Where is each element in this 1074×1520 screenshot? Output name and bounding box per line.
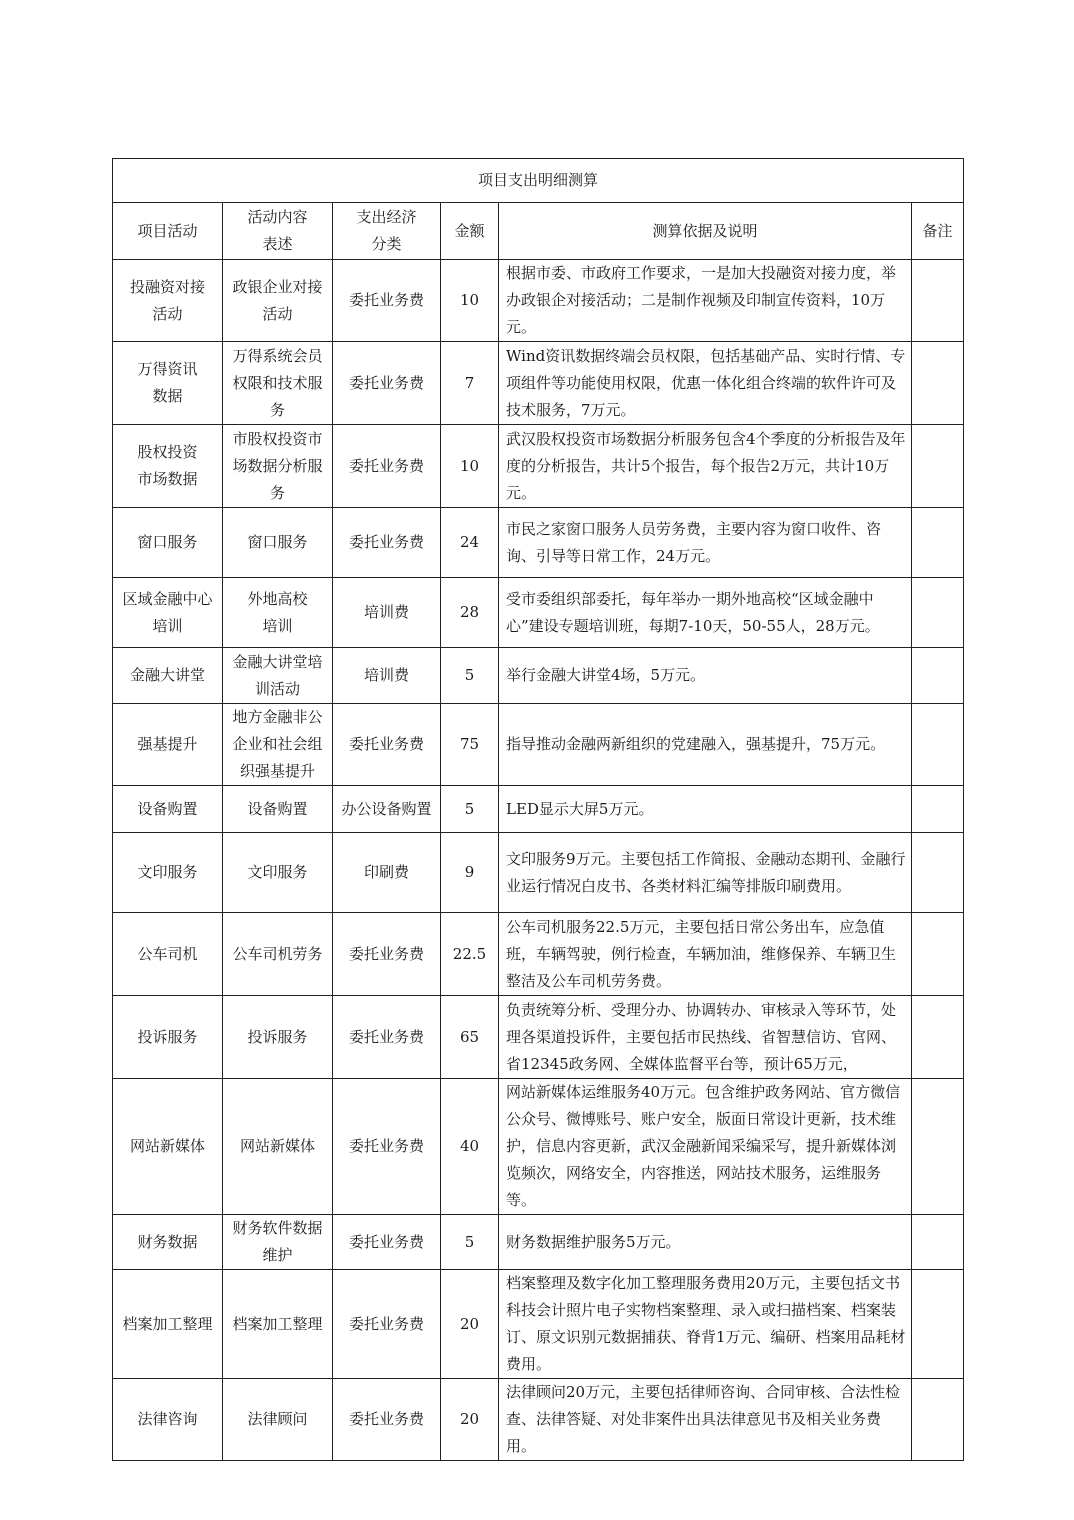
cell-note (912, 1215, 964, 1270)
cell-category: 委托业务费 (333, 425, 441, 508)
header-category: 支出经济 分类 (333, 203, 441, 260)
cell-activity: 设备购置 (113, 786, 223, 833)
cell-activity: 财务数据 (113, 1215, 223, 1270)
table-row (113, 425, 964, 508)
expense-detail-table (112, 158, 964, 1461)
cell-activity: 文印服务 (113, 833, 223, 913)
cell-note (912, 1379, 964, 1461)
cell-content: 政银企业对接 活动 (223, 260, 333, 342)
cell-basis: 财务数据维护服务5万元。 (499, 1215, 912, 1270)
table-row (113, 704, 964, 786)
table-header-row (113, 203, 964, 260)
cell-basis: 武汉股权投资市场数据分析服务包含4个季度的分析报告及年度的分析报告，共计5个报告，每个报告2万元，共计10万元。 (499, 425, 912, 508)
cell-basis: 受市委组织部委托，每年举办一期外地高校“区域金融中心”建设专题培训班，每期7-10天，50-55人，28万元。 (499, 578, 912, 648)
cell-activity: 网站新媒体 (113, 1079, 223, 1215)
cell-basis: 文印服务9万元。主要包括工作简报、金融动态期刊、金融行业运行情况白皮书、各类材料汇编等排版印刷费用。 (499, 833, 912, 913)
cell-amount: 10 (441, 260, 499, 342)
header-amount: 金额 (441, 203, 499, 260)
cell-note (912, 578, 964, 648)
cell-activity: 强基提升 (113, 704, 223, 786)
table-row (113, 913, 964, 996)
cell-note (912, 833, 964, 913)
cell-category: 办公设备购置 (333, 786, 441, 833)
cell-content: 法律顾问 (223, 1379, 333, 1461)
cell-content: 投诉服务 (223, 996, 333, 1079)
cell-content: 文印服务 (223, 833, 333, 913)
header-basis: 测算依据及说明 (499, 203, 912, 260)
table-row (113, 648, 964, 704)
cell-content: 档案加工整理 (223, 1270, 333, 1379)
cell-content: 万得系统会员 权限和技术服 务 (223, 342, 333, 425)
cell-basis: 档案整理及数字化加工整理服务费用20万元，主要包括文书科技会计照片电子实物档案整理、录入或扫描档案、档案装订、原文识别元数据捕获、脊背1万元、编研、档案用品耗材费用。 (499, 1270, 912, 1379)
table-row (113, 1215, 964, 1270)
cell-content: 网站新媒体 (223, 1079, 333, 1215)
cell-category: 委托业务费 (333, 508, 441, 578)
cell-basis: 举行金融大讲堂4场，5万元。 (499, 648, 912, 704)
table-row (113, 1270, 964, 1379)
table-row (113, 260, 964, 342)
cell-activity: 投融资对接 活动 (113, 260, 223, 342)
cell-activity: 股权投资 市场数据 (113, 425, 223, 508)
cell-category: 委托业务费 (333, 1270, 441, 1379)
cell-note (912, 508, 964, 578)
cell-content: 公车司机劳务 (223, 913, 333, 996)
cell-content: 设备购置 (223, 786, 333, 833)
cell-note (912, 786, 964, 833)
table-row (113, 342, 964, 425)
cell-category: 培训费 (333, 648, 441, 704)
cell-activity: 万得资讯 数据 (113, 342, 223, 425)
cell-amount: 24 (441, 508, 499, 578)
cell-category: 印刷费 (333, 833, 441, 913)
cell-amount: 9 (441, 833, 499, 913)
cell-category: 委托业务费 (333, 1215, 441, 1270)
cell-basis: 根据市委、市政府工作要求，一是加大投融资对接力度，举办政银企对接活动；二是制作视频及印制宣传资料，10万元。 (499, 260, 912, 342)
cell-activity: 投诉服务 (113, 996, 223, 1079)
cell-basis: 法律顾问20万元，主要包括律师咨询、合同审核、合法性检查、法律答疑、对处非案件出具法律意见书及相关业务费用。 (499, 1379, 912, 1461)
table-row (113, 508, 964, 578)
table-title: 项目支出明细测算 (113, 159, 964, 203)
cell-note (912, 704, 964, 786)
header-content: 活动内容 表述 (223, 203, 333, 260)
cell-amount: 75 (441, 704, 499, 786)
table-row (113, 1379, 964, 1461)
cell-category: 委托业务费 (333, 260, 441, 342)
cell-basis: 指导推动金融两新组织的党建融入，强基提升，75万元。 (499, 704, 912, 786)
cell-amount: 10 (441, 425, 499, 508)
table-title-row (113, 159, 964, 203)
table-row (113, 996, 964, 1079)
cell-amount: 40 (441, 1079, 499, 1215)
cell-amount: 22.5 (441, 913, 499, 996)
cell-content: 外地高校 培训 (223, 578, 333, 648)
cell-basis: 公车司机服务22.5万元，主要包括日常公务出车，应急值班，车辆驾驶，例行检查，车辆加油，维修保养、车辆卫生整洁及公车司机劳务费。 (499, 913, 912, 996)
cell-amount: 5 (441, 786, 499, 833)
table-row (113, 1079, 964, 1215)
cell-category: 委托业务费 (333, 342, 441, 425)
cell-note (912, 1079, 964, 1215)
cell-category: 委托业务费 (333, 1379, 441, 1461)
cell-activity: 区域金融中心 培训 (113, 578, 223, 648)
cell-basis: LED显示大屏5万元。 (499, 786, 912, 833)
cell-note (912, 1270, 964, 1379)
cell-note (912, 913, 964, 996)
cell-category: 培训费 (333, 578, 441, 648)
cell-category: 委托业务费 (333, 1079, 441, 1215)
cell-amount: 5 (441, 1215, 499, 1270)
cell-amount: 5 (441, 648, 499, 704)
cell-activity: 窗口服务 (113, 508, 223, 578)
cell-amount: 20 (441, 1379, 499, 1461)
cell-amount: 7 (441, 342, 499, 425)
cell-basis: 市民之家窗口服务人员劳务费，主要内容为窗口收件、咨询、引导等日常工作，24万元。 (499, 508, 912, 578)
table-row (113, 786, 964, 833)
cell-amount: 28 (441, 578, 499, 648)
cell-basis: 负责统筹分析、受理分办、协调转办、审核录入等环节，处理各渠道投诉件，主要包括市民热线、省智慧信访、官网、省12345政务网、全媒体监督平台等，预计65万元， (499, 996, 912, 1079)
header-activity: 项目活动 (113, 203, 223, 260)
cell-activity: 金融大讲堂 (113, 648, 223, 704)
cell-content: 财务软件数据 维护 (223, 1215, 333, 1270)
cell-content: 金融大讲堂培 训活动 (223, 648, 333, 704)
cell-category: 委托业务费 (333, 913, 441, 996)
cell-category: 委托业务费 (333, 704, 441, 786)
cell-activity: 档案加工整理 (113, 1270, 223, 1379)
cell-amount: 20 (441, 1270, 499, 1379)
table-row (113, 578, 964, 648)
cell-content: 市股权投资市 场数据分析服 务 (223, 425, 333, 508)
cell-basis: Wind资讯数据终端会员权限，包括基础产品、实时行情、专项组件等功能使用权限，优惠一体化组合终端的软件许可及技术服务，7万元。 (499, 342, 912, 425)
cell-basis: 网站新媒体运维服务40万元。包含维护政务网站、官方微信公众号、微博账号、账户安全，版面日常设计更新，技术维护，信息内容更新，武汉金融新闻采编采写，提升新媒体浏览频次，网络安全，内容推送，网站技术服务，运维服务等。 (499, 1079, 912, 1215)
header-note: 备注 (912, 203, 964, 260)
cell-note (912, 648, 964, 704)
cell-activity: 法律咨询 (113, 1379, 223, 1461)
cell-content: 地方金融非公 企业和社会组 织强基提升 (223, 704, 333, 786)
cell-activity: 公车司机 (113, 913, 223, 996)
cell-amount: 65 (441, 996, 499, 1079)
cell-note (912, 342, 964, 425)
cell-category: 委托业务费 (333, 996, 441, 1079)
cell-content: 窗口服务 (223, 508, 333, 578)
cell-note (912, 996, 964, 1079)
cell-note (912, 260, 964, 342)
cell-note (912, 425, 964, 508)
table-row (113, 833, 964, 913)
